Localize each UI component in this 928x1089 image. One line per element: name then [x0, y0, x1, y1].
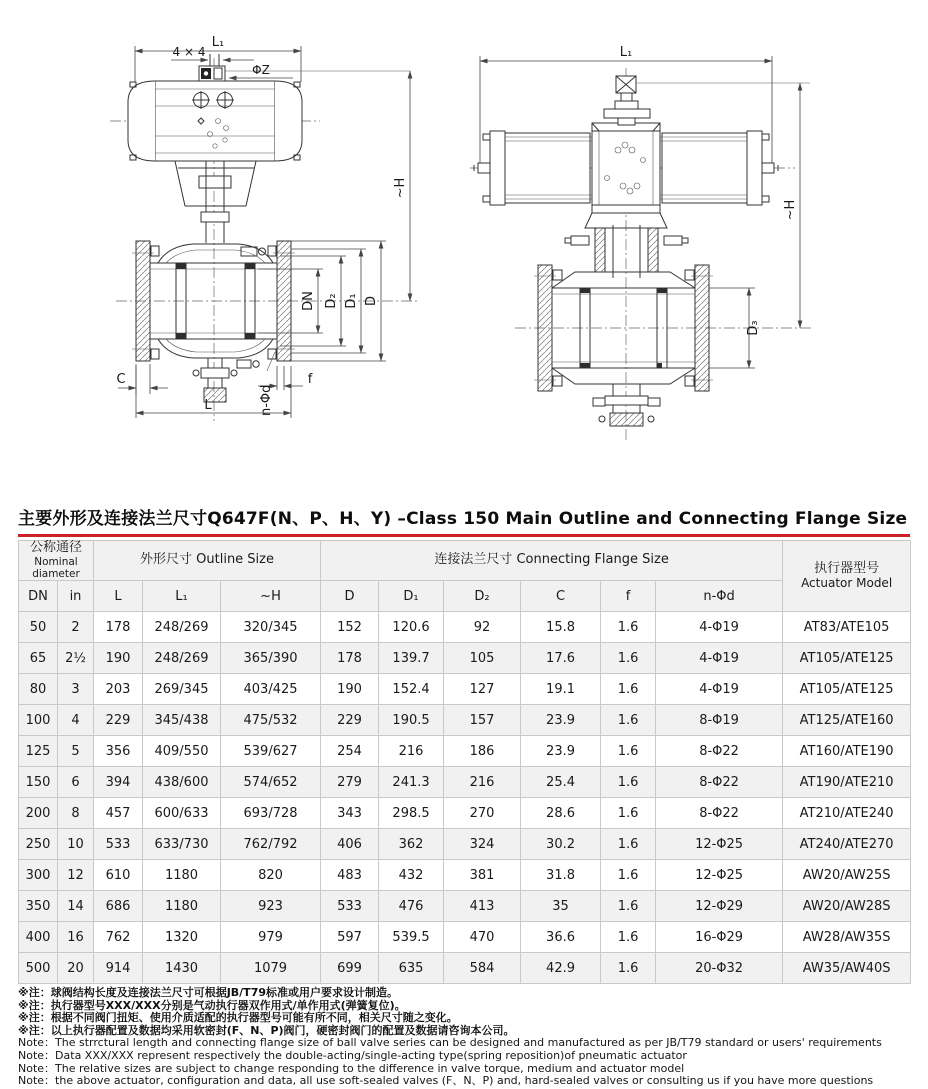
table-cell: 1.6 — [601, 829, 656, 860]
table-cell: 409/550 — [143, 736, 221, 767]
table-cell: 15.8 — [521, 612, 601, 643]
dim-label-l1: L₁ — [619, 45, 633, 60]
table-cell: 25.4 — [521, 767, 601, 798]
table-cell: 320/345 — [221, 612, 321, 643]
table-cell: AT160/ATE190 — [783, 736, 911, 767]
table-cell: 979 — [221, 922, 321, 953]
note-line-en: Note：the above actuator, configuration and data, all use soft-sealed valves (F、N、P) and, hard-sealed valves or consulting us if you have more questions — [18, 1074, 874, 1088]
table-cell: 157 — [444, 705, 521, 736]
table-cell: 539.5 — [379, 922, 444, 953]
table-cell: 533 — [321, 891, 379, 922]
table-row — [19, 643, 911, 674]
table-cell: 35 — [521, 891, 601, 922]
dim-label-h: ~H — [783, 199, 798, 221]
table-cell: 229 — [321, 705, 379, 736]
title-underline — [18, 534, 910, 537]
table-cell: 80 — [19, 674, 58, 705]
table-cell: 12-Φ29 — [656, 891, 783, 922]
table-cell: AW20/AW25S — [783, 860, 911, 891]
table-cell: AT105/ATE125 — [783, 674, 911, 705]
table-cell: 1.6 — [601, 922, 656, 953]
table-cell: AT210/ATE240 — [783, 798, 911, 829]
table-cell: 1.6 — [601, 798, 656, 829]
table-cell: 476 — [379, 891, 444, 922]
table-cell: 178 — [94, 612, 143, 643]
dim-label-dn: DN — [301, 291, 316, 311]
col-C: C — [521, 581, 601, 612]
header-outline-size: 外形尺寸 Outline Size — [94, 541, 321, 581]
table-cell: 762 — [94, 922, 143, 953]
table-cell: 250 — [19, 829, 58, 860]
table-cell: 633/730 — [143, 829, 221, 860]
table-cell: 17.6 — [521, 643, 601, 674]
table-cell: 20-Φ32 — [656, 953, 783, 984]
table-cell: 42.9 — [521, 953, 601, 984]
table-cell: 30.2 — [521, 829, 601, 860]
dimension-table — [18, 540, 911, 984]
table-cell: 356 — [94, 736, 143, 767]
table-cell: 10 — [58, 829, 94, 860]
table-cell: 248/269 — [143, 612, 221, 643]
table-cell: AT83/ATE105 — [783, 612, 911, 643]
table-cell: 19.1 — [521, 674, 601, 705]
dim-label-phiz: ΦZ — [252, 63, 270, 77]
table-cell: 269/345 — [143, 674, 221, 705]
table-cell: 50 — [19, 612, 58, 643]
table-cell: 216 — [444, 767, 521, 798]
table-cell: 923 — [221, 891, 321, 922]
table-cell: 699 — [321, 953, 379, 984]
table-cell: 5 — [58, 736, 94, 767]
table-row — [19, 674, 911, 705]
header-actuator-en: Actuator Model — [801, 575, 893, 590]
valve-side-svg — [455, 28, 875, 448]
table-cell: 1.6 — [601, 674, 656, 705]
col-D1: D₁ — [379, 581, 444, 612]
table-cell: 432 — [379, 860, 444, 891]
table-cell: 362 — [379, 829, 444, 860]
header-nominal-en: Nominal diameter — [32, 555, 80, 580]
table-row — [19, 829, 911, 860]
valve-drawing-front — [58, 16, 458, 462]
table-column-headers — [19, 581, 911, 612]
table-cell: 533 — [94, 829, 143, 860]
notes-zh — [18, 987, 923, 1037]
header-nominal-zh: 公称通径 — [29, 540, 82, 555]
note-line-en: Note：The relative sizes are subject to change responding to the difference in valve torque, medium and actuator model — [18, 1061, 685, 1075]
table-cell: 300 — [19, 860, 58, 891]
table-cell: 178 — [321, 643, 379, 674]
note-line-zh: ※注：球阀结构长度及连接法兰尺寸可根据JB/T79标准或用户要求设计制造。 — [18, 986, 398, 999]
table-cell: 2½ — [58, 643, 94, 674]
col-f: f — [601, 581, 656, 612]
table-header-groups — [19, 541, 911, 581]
table-cell: AT125/ATE160 — [783, 705, 911, 736]
header-actuator-model — [783, 541, 911, 612]
table-cell: 14 — [58, 891, 94, 922]
table-cell: 20 — [58, 953, 94, 984]
table-cell: 190 — [94, 643, 143, 674]
header-actuator-zh: 执行器型号 — [814, 560, 880, 576]
table-cell: 190 — [321, 674, 379, 705]
table-cell: 92 — [444, 612, 521, 643]
col-L: L — [94, 581, 143, 612]
table-cell: 216 — [379, 736, 444, 767]
col-H: ~H — [221, 581, 321, 612]
table-cell: 254 — [321, 736, 379, 767]
table-cell: 248/269 — [143, 643, 221, 674]
table-cell: 28.6 — [521, 798, 601, 829]
note-line-zh: ※注：根据不同阀门扭矩、使用介质适配的执行器型号可能有所不同，相关尺寸随之变化。 — [18, 1011, 458, 1024]
note-line-zh: ※注：以上执行器配置及数据均采用软密封(F、N、P)阀门，硬密封阀门的配置及数据请咨询本公司。 — [18, 1023, 515, 1037]
table-cell: 200 — [19, 798, 58, 829]
dim-label-l1: L₁ — [211, 35, 225, 50]
table-cell: 1180 — [143, 860, 221, 891]
table-cell: 343 — [321, 798, 379, 829]
table-cell: 457 — [94, 798, 143, 829]
dim-label-d1: D₁ — [344, 293, 359, 309]
col-L1: L₁ — [143, 581, 221, 612]
table-cell: 4 — [58, 705, 94, 736]
table-cell: 8-Φ22 — [656, 736, 783, 767]
table-cell: 394 — [94, 767, 143, 798]
table-cell: 470 — [444, 922, 521, 953]
table-cell: 270 — [444, 798, 521, 829]
table-cell: AW28/AW35S — [783, 922, 911, 953]
table-cell: 12 — [58, 860, 94, 891]
table-cell: 4-Φ19 — [656, 643, 783, 674]
table-cell: 413 — [444, 891, 521, 922]
table-cell: 3 — [58, 674, 94, 705]
note-line-en: Note：The strrctural length and connecting flange size of ball valve series can be designed and manufactured as per JB/T79 standard or users' requirements — [18, 1036, 882, 1049]
table-cell: 1320 — [143, 922, 221, 953]
header-flange-size: 连接法兰尺寸 Connecting Flange Size — [321, 541, 783, 581]
dim-label-4x4: 4 × 4 — [172, 45, 206, 59]
dim-label-f: f — [307, 372, 313, 387]
table-body — [19, 612, 911, 984]
table-cell: AW20/AW28S — [783, 891, 911, 922]
table-cell: 365/390 — [221, 643, 321, 674]
dimension-table-wrap — [18, 540, 910, 984]
table-cell: 1.6 — [601, 612, 656, 643]
table-cell: 1.6 — [601, 643, 656, 674]
table-cell: 686 — [94, 891, 143, 922]
table-cell: AT105/ATE125 — [783, 643, 911, 674]
table-cell: 1.6 — [601, 736, 656, 767]
table-cell: 31.8 — [521, 860, 601, 891]
table-cell: AT240/ATE270 — [783, 829, 911, 860]
table-cell: 1.6 — [601, 953, 656, 984]
table-cell: 8-Φ22 — [656, 767, 783, 798]
table-cell: 16-Φ29 — [656, 922, 783, 953]
table-cell: 16 — [58, 922, 94, 953]
table-cell: AW35/AW40S — [783, 953, 911, 984]
table-row — [19, 612, 911, 643]
table-cell: 8 — [58, 798, 94, 829]
table-cell: 4-Φ19 — [656, 612, 783, 643]
table-cell: 350 — [19, 891, 58, 922]
table-cell: 23.9 — [521, 705, 601, 736]
table-cell: 241.3 — [379, 767, 444, 798]
table-row — [19, 705, 911, 736]
table-cell: 406 — [321, 829, 379, 860]
table-cell: 1.6 — [601, 891, 656, 922]
dim-label-c: C — [116, 372, 126, 387]
table-cell: 139.7 — [379, 643, 444, 674]
table-cell: 438/600 — [143, 767, 221, 798]
table-cell: 914 — [94, 953, 143, 984]
table-cell: 381 — [444, 860, 521, 891]
notes-en — [18, 1037, 923, 1088]
table-cell: 1.6 — [601, 860, 656, 891]
table-cell: 1430 — [143, 953, 221, 984]
table-cell: 12-Φ25 — [656, 860, 783, 891]
table-cell: 152 — [321, 612, 379, 643]
note-line-zh: ※注：执行器型号XXX/XXX分别是气动执行器双作用式/单作用式(弹簧复位)。 — [18, 998, 406, 1012]
dim-label-d3: D₃ — [746, 320, 761, 336]
dim-label-l: L — [204, 398, 212, 413]
table-cell: 152.4 — [379, 674, 444, 705]
table-cell: 6 — [58, 767, 94, 798]
table-cell: 1.6 — [601, 705, 656, 736]
table-cell: 203 — [94, 674, 143, 705]
dim-label-d: D — [364, 295, 379, 307]
table-cell: 539/627 — [221, 736, 321, 767]
table-cell: 150 — [19, 767, 58, 798]
table-cell: 693/728 — [221, 798, 321, 829]
table-cell: 483 — [321, 860, 379, 891]
table-cell: 2 — [58, 612, 94, 643]
table-cell: 8-Φ22 — [656, 798, 783, 829]
note-line-en: Note：Data XXX/XXX represent respectively the double-acting/single-acting type(spring reposition)of pneumatic actuator — [18, 1048, 687, 1062]
table-cell: AT190/ATE210 — [783, 767, 911, 798]
table-row — [19, 736, 911, 767]
table-row — [19, 891, 911, 922]
table-cell: 400 — [19, 922, 58, 953]
table-cell: 12-Φ25 — [656, 829, 783, 860]
table-cell: 1079 — [221, 953, 321, 984]
table-cell: 120.6 — [379, 612, 444, 643]
table-row — [19, 798, 911, 829]
table-cell: 190.5 — [379, 705, 444, 736]
page-title: 主要外形及连接法兰尺寸Q647F(N、P、H、Y) –Class 150 Main Outline and Connecting Flange Size — [18, 509, 908, 529]
table-row — [19, 767, 911, 798]
table-cell: 279 — [321, 767, 379, 798]
table-cell: 125 — [19, 736, 58, 767]
header-nominal-diameter — [19, 541, 94, 581]
table-cell: 23.9 — [521, 736, 601, 767]
table-cell: 345/438 — [143, 705, 221, 736]
table-cell: 100 — [19, 705, 58, 736]
dim-label-d2: D₂ — [324, 293, 339, 309]
table-cell: 65 — [19, 643, 58, 674]
table-cell: 500 — [19, 953, 58, 984]
table-cell: 403/425 — [221, 674, 321, 705]
table-cell: 597 — [321, 922, 379, 953]
table-cell: 4-Φ19 — [656, 674, 783, 705]
table-cell: 36.6 — [521, 922, 601, 953]
table-cell: 186 — [444, 736, 521, 767]
col-D2: D₂ — [444, 581, 521, 612]
table-row — [19, 860, 911, 891]
table-cell: 105 — [444, 643, 521, 674]
table-cell: 324 — [444, 829, 521, 860]
table-cell: 635 — [379, 953, 444, 984]
table-row — [19, 953, 911, 984]
col-dn: DN — [19, 581, 58, 612]
valve-drawing-side — [455, 28, 875, 448]
table-cell: 1.6 — [601, 767, 656, 798]
col-nPhid: n-Φd — [656, 581, 783, 612]
table-cell: 8-Φ19 — [656, 705, 783, 736]
col-D: D — [321, 581, 379, 612]
table-cell: 584 — [444, 953, 521, 984]
table-cell: 610 — [94, 860, 143, 891]
table-cell: 574/652 — [221, 767, 321, 798]
col-in: in — [58, 581, 94, 612]
table-cell: 820 — [221, 860, 321, 891]
table-cell: 600/633 — [143, 798, 221, 829]
table-row — [19, 922, 911, 953]
table-cell: 298.5 — [379, 798, 444, 829]
table-cell: 475/532 — [221, 705, 321, 736]
table-cell: 1180 — [143, 891, 221, 922]
dim-label-h: ~H — [393, 177, 408, 199]
valve-front-svg — [58, 16, 458, 462]
dim-label-nphid: n-Φd — [259, 384, 274, 416]
table-cell: 127 — [444, 674, 521, 705]
notes-block — [18, 987, 923, 1088]
table-cell: 762/792 — [221, 829, 321, 860]
table-cell: 229 — [94, 705, 143, 736]
